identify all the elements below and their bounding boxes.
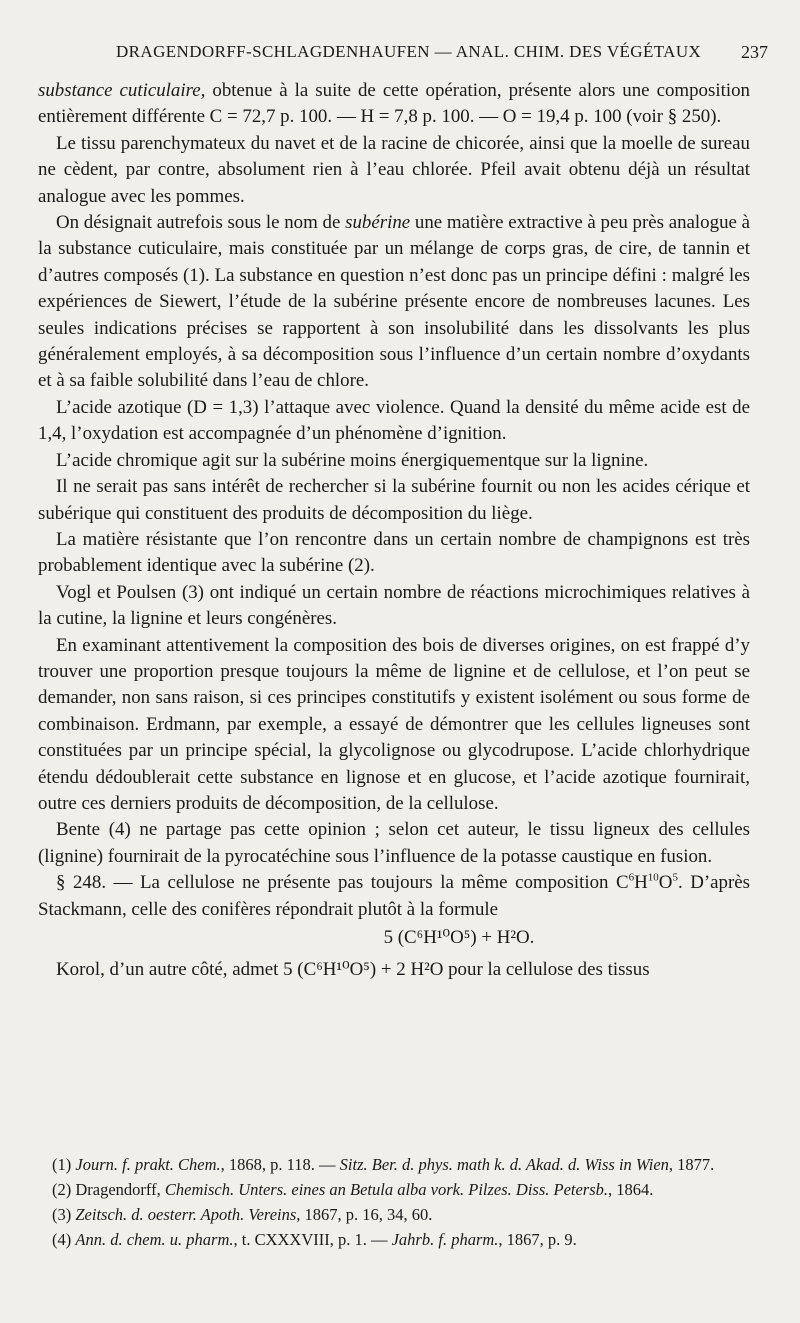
paragraph-text: une matière extractive à peu près analogue à la substance cuticulaire, mais constituée par un mélange de corps gras, de cire, de tannin et d’autres composés (1). La substance en question n’est donc pas un principe défini : malgré les expériences de Siewert, l’étude de la subérine présente encore de nombreuses lacunes. Les seules indications précises se rapportent à son insolubilité dans les dissolvants les plus généralement employés, à sa décomposition sous l’influence d’un certain nombre d’oxydants et à sa faible solubilité dans l’eau de chlore. [38,212,751,392]
paragraph-3 [38,210,750,395]
citation-text: , 1867, p. 16, 34, 60. [296,1205,433,1224]
body-text [38,78,750,984]
paragraph-5: L’acide chromique agit sur la subérine moins énergiquementque sur la lignine. [56,449,649,471]
paragraph-7: La matière résistante que l’on rencontre dans un certain nombre de champignons est très probablement identique avec la subérine (2). [38,528,750,577]
paragraph-8: Vogl et Poulsen (3) ont indiqué un certain nombre de réactions microchimiques relatives à la cutine, la lignine et leurs congénères. [38,581,750,630]
citation-title: Sitz. Ber. d. phys. math k. d. Akad. d. Wiss in Wien [339,1155,669,1174]
citation-text: Dragendorff, [75,1180,165,1199]
footnote-number: (1) [52,1155,72,1174]
footnote-number: (4) [52,1230,72,1249]
footnotes [38,1152,750,1252]
footnote-1 [38,1152,750,1177]
citation-text: , t. CXXXVIII, p. 1. — [233,1230,392,1249]
paragraph-2: Le tissu parenchymateux du navet et de la racine de chicorée, ainsi que la moelle de sureau ne cèdent, par contre, absolument rien à l’eau chlorée. Pfeil avait obtenu déjà un résultat analogue avec les pommes. [38,132,750,207]
paragraph-4: L’acide azotique (D = 1,3) l’attaque avec violence. Quand la densité du même acide est de 1,4, l’oxydation est accompagnée d’un phénomène d’ignition. [38,396,750,445]
running-title: DRAGENDORFF-SCHLAGDENHAUFEN — ANAL. CHIM. DES VÉGÉTAUX [116,42,702,61]
paragraph-text: obtenue à la suite de cette opération, présente alors une composition entièrement différente C = 72,7 p. 100. — H = 7,8 p. 100. — O = 19,4 p. 100 (voir § 250). [38,80,750,128]
paragraph-text: On désignait autrefois sous le nom de [56,212,346,234]
paragraph-10: Bente (4) ne partage pas cette opinion ; selon cet auteur, le tissu ligneux des cellules (lignine) fournirait de la pyrocatéchine sous l’influence de la potasse caustique en fusion. [38,819,750,867]
citation-title: Jahrb. f. pharm. [391,1230,499,1249]
citation-title: Ann. d. chem. u. pharm. [75,1230,234,1249]
italic-term: substance cuticulaire, [38,80,206,101]
footnote-number: (3) [52,1205,72,1224]
paragraph-text: H [634,872,648,894]
italic-term: subérine [345,212,411,234]
paragraph-text: § 248. — La cellulose ne présente pas toujours la même composition C [56,872,629,894]
footnote-4 [38,1227,750,1252]
page-number: 237 [741,42,768,62]
footnote-3 [38,1202,750,1227]
citation-text: , 1868, p. 118. — [220,1155,340,1174]
superscript: 10 [647,871,659,884]
citation-text: , 1877. [668,1155,715,1174]
paragraph-9: En examinant attentivement la composition des bois de diverses origines, on est frappé d’y trouver une proportion presque toujours la même de lignine et de cellulose, et l’on peut se demander, non sans raison, si ces principes constitutifs y existent isolément ou sous forme de combinaison. Erdmann, par exemple, a essayé de démontrer que les cellules ligneuses sont constituées par un principe spécial, la glycolignose ou glycodrupose. L’acide chlorhydrique étendu dédoublerait cette substance en lignose et en glucose, et l’acide azotique fournirait, outre ces derniers produits de décomposition, de la cellulose. [38,634,750,814]
paragraph-text: O [658,872,673,894]
footnote-number: (2) [52,1180,72,1199]
paragraph-text: . D’après Stackmann, celle des conifères répondrait plutôt à la formule [38,872,750,920]
paragraph-11 [38,870,750,923]
citation-title: Zeitsch. d. oesterr. Apoth. Vereins [75,1205,297,1224]
superscript: 5 [672,871,678,884]
citation-title: Journ. f. prakt. Chem. [75,1155,221,1174]
running-head [38,40,768,68]
chemical-formula: 5 (C⁶H¹⁰O⁵) + H²O. [383,927,535,948]
citation-title: Chemisch. Unters. eines an Betula alba vork. Pilzes. Diss. Petersb. [164,1180,609,1199]
paragraph-12: Korol, d’un autre côté, admet 5 (C⁶H¹⁰O⁵) + 2 H²O pour la cellulose des tissus [56,959,650,981]
superscript: 6 [628,871,635,884]
citation-text: , 1867, p. 9. [498,1230,577,1249]
citation-text: , 1864. [608,1180,654,1199]
paragraph-6: Il ne serait pas sans intérêt de rechercher si la subérine fournit ou non les acides cérique et subérique qui constituent des produits de décomposition du liège. [38,476,750,524]
paragraph-1 [38,78,750,131]
footnote-2 [38,1177,750,1202]
